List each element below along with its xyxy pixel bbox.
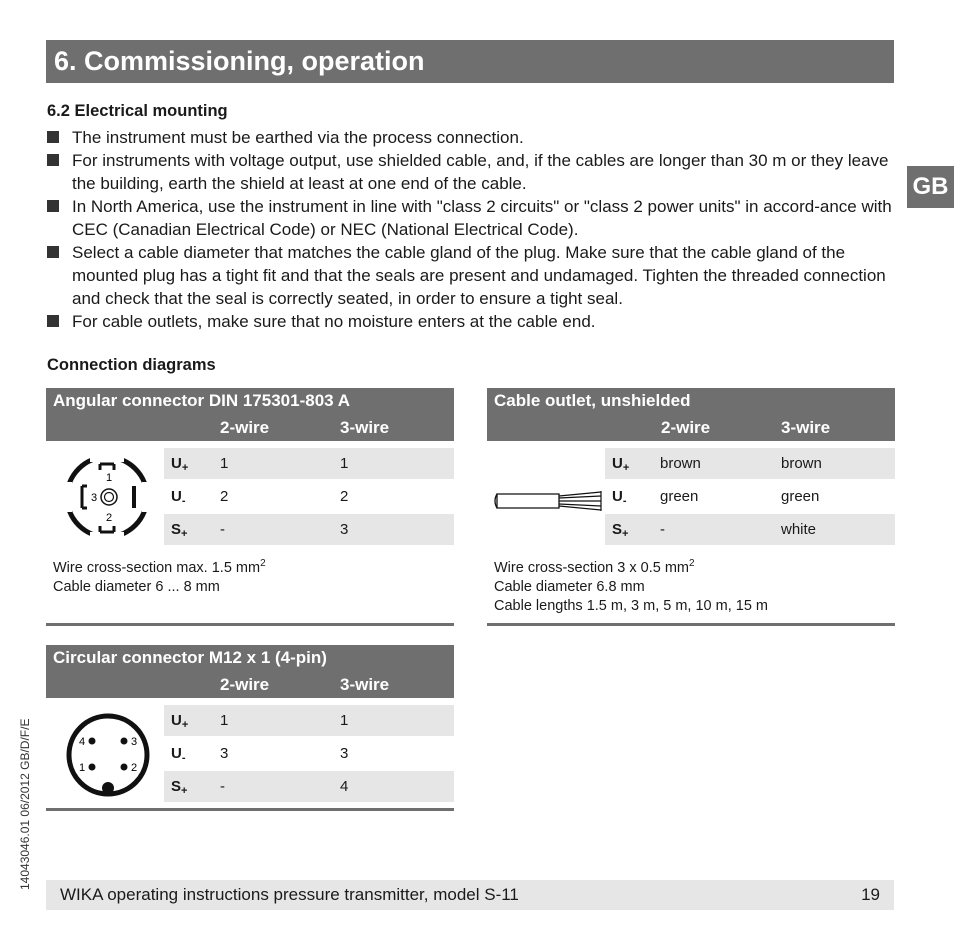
cell-3wire: brown — [781, 455, 822, 472]
signal-symbol: $S_+$ — [612, 521, 629, 540]
cell-2wire: 1 — [220, 455, 229, 472]
cable-outlet-table — [487, 388, 895, 626]
section-heading: 6.2 Electrical mounting — [47, 102, 228, 120]
table-row — [164, 738, 454, 769]
table-notes — [487, 546, 895, 626]
signal-symbol: $U_-$ — [612, 488, 627, 507]
note-line: Cable diameter 6 ... 8 mm — [53, 578, 220, 595]
signal-symbol: $U_+$ — [171, 455, 189, 474]
diagrams-heading: Connection diagrams — [47, 356, 216, 374]
cell-2wire: brown — [660, 455, 701, 472]
signal-symbol: $U_+$ — [612, 455, 630, 474]
col-2wire-header: 2-wire — [220, 675, 270, 694]
bullet-item: For cable outlets, make sure that no moisture enters at the cable end. — [47, 310, 897, 333]
m12-connector-icon — [64, 710, 152, 800]
angular-connector-icon — [62, 452, 152, 542]
table-header — [46, 388, 454, 441]
table-title: Angular connector DIN 175301-803 A — [53, 391, 350, 410]
pin-label: 3 — [90, 492, 98, 504]
table-row — [164, 481, 454, 512]
note-line: Wire cross-section 3 x 0.5 $mm^2$ — [494, 558, 695, 576]
table-row — [164, 771, 454, 802]
col-2wire-header: 2-wire — [220, 418, 270, 437]
signal-symbol: $U_-$ — [171, 488, 186, 507]
bullet-item: Select a cable diameter that matches the cable gland of the plug. Make sure that the cable gland of the mounted plug has a tight fit and that the seals are present and undamaged. Tighten the threaded connection and check that the seal is correctly seated, in order to ensure a tight seal. — [47, 241, 897, 310]
circular-connector-table — [46, 645, 454, 811]
table-row — [605, 448, 895, 479]
col-3wire-header: 3-wire — [340, 675, 390, 694]
table-row — [605, 481, 895, 512]
cable-outlet-icon — [493, 488, 605, 514]
document-code: 14043046.01 06/2012 GB/D/F/E — [18, 718, 32, 890]
page-number: 19 — [861, 885, 880, 904]
cell-3wire: 3 — [340, 521, 349, 538]
cell-3wire: 4 — [340, 778, 349, 795]
signal-symbol: $S_+$ — [171, 521, 188, 540]
note-line: Cable diameter 6.8 mm — [494, 578, 645, 595]
col-2wire-header: 2-wire — [661, 418, 711, 437]
page-footer — [46, 880, 894, 910]
signal-symbol: $S_+$ — [171, 778, 188, 797]
bullet-item: In North America, use the instrument in line with "class 2 circuits" or "class 2 power units" in accord-ance with CEC (Canadian Electrical Code) or NEC (National Electrical Code). — [47, 195, 897, 241]
cell-2wire: - — [220, 778, 225, 795]
pin-label: 1 — [78, 762, 86, 774]
cell-3wire: 3 — [340, 745, 349, 762]
cell-2wire: green — [660, 488, 699, 505]
table-row — [164, 448, 454, 479]
note-line: Wire cross-section max. 1.5 $mm^2$ — [53, 558, 266, 576]
bullet-item: For instruments with voltage output, use shielded cable, and, if the cables are longer than 30 m or they leave the building, earth the shield at least at one end of the cable. — [47, 149, 897, 195]
table-title: Cable outlet, unshielded — [494, 391, 691, 410]
pin-label: 2 — [105, 512, 113, 524]
table-notes — [46, 546, 454, 626]
signal-symbol: $U_+$ — [171, 712, 189, 731]
table-header — [46, 645, 454, 698]
angular-connector-table — [46, 388, 454, 626]
footer-text: WIKA operating instructions pressure transmitter, model S-11 — [60, 885, 519, 904]
cell-3wire: green — [781, 488, 820, 505]
pin-label: 4 — [78, 736, 86, 748]
language-tab: GB — [907, 166, 954, 208]
table-title: Circular connector M12 x 1 (4-pin) — [53, 648, 327, 667]
table-row — [164, 514, 454, 545]
cell-3wire: 1 — [340, 455, 349, 472]
pin-label: 1 — [105, 472, 113, 484]
page-title: 6. Commissioning, operation — [46, 40, 894, 83]
cell-3wire: 2 — [340, 488, 349, 505]
bullet-item: The instrument must be earthed via the process connection. — [47, 126, 897, 149]
pin-label: 2 — [130, 762, 138, 774]
table-row — [164, 705, 454, 736]
table-header — [487, 388, 895, 441]
col-3wire-header: 3-wire — [340, 418, 390, 437]
pin-label: 3 — [130, 736, 138, 748]
table-row — [605, 514, 895, 545]
cell-2wire: 1 — [220, 712, 229, 729]
col-3wire-header: 3-wire — [781, 418, 831, 437]
cell-2wire: - — [660, 521, 665, 538]
cell-2wire: 3 — [220, 745, 229, 762]
bullet-list — [47, 126, 897, 333]
cell-2wire: - — [220, 521, 225, 538]
cell-3wire: 1 — [340, 712, 349, 729]
signal-symbol: $U_-$ — [171, 745, 186, 764]
note-line: Cable lengths 1.5 m, 3 m, 5 m, 10 m, 15 m — [494, 597, 769, 614]
cell-3wire: white — [781, 521, 817, 538]
cell-2wire: 2 — [220, 488, 229, 505]
